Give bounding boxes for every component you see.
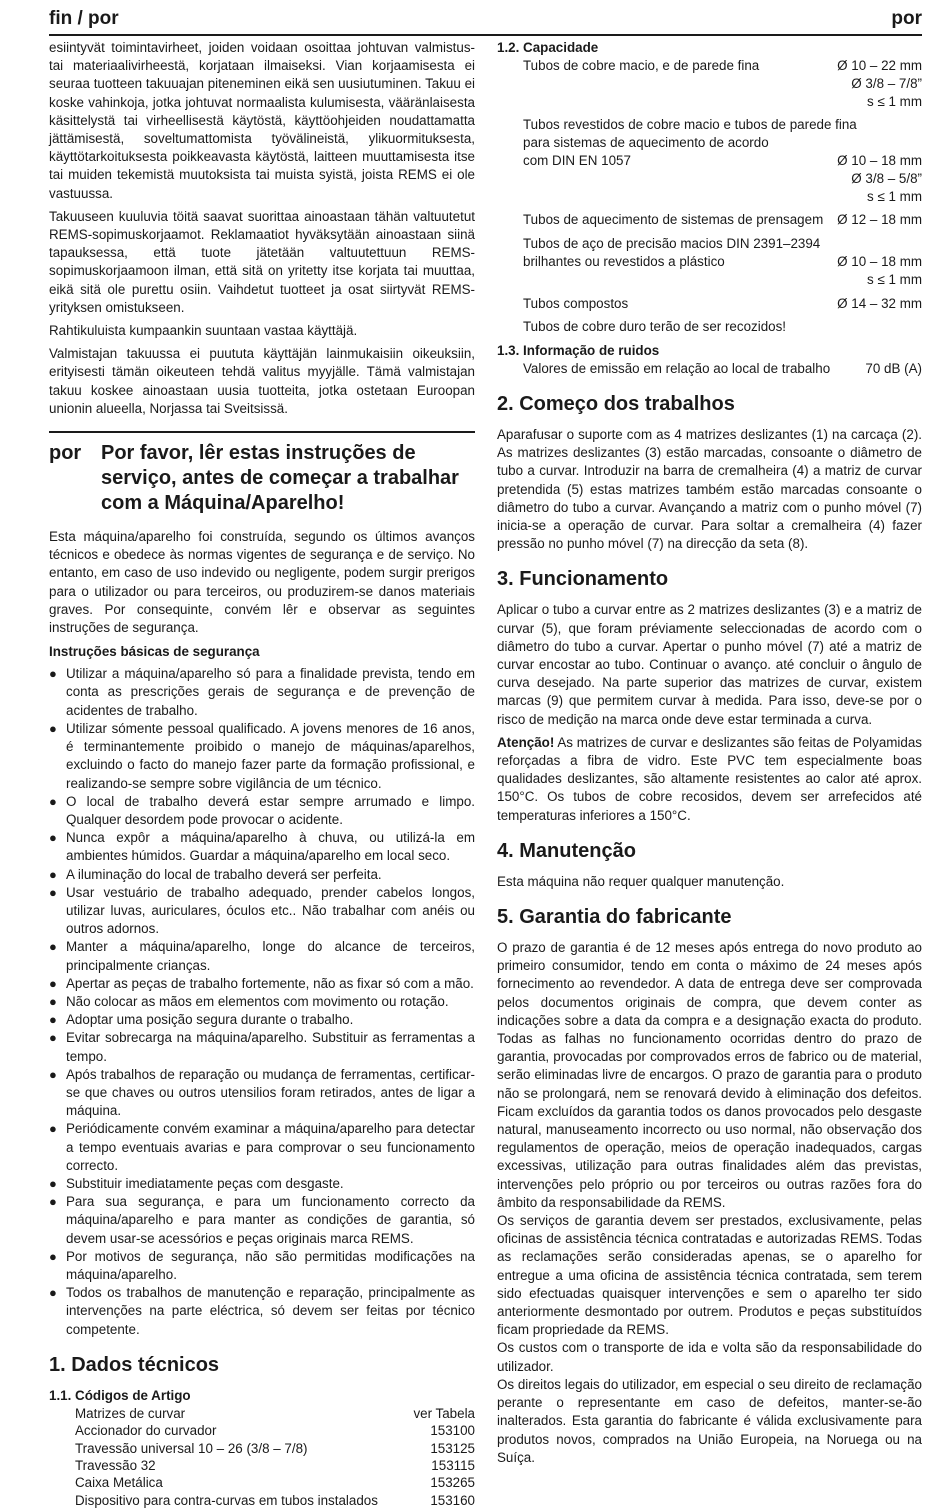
list-item: ● A iluminação do local de trabalho deverá ser perfeita. xyxy=(49,866,475,884)
instructions-title: Por favor, lêr estas instruções de serviço, antes de começar a trabalhar com a Máquina/Aparelho! xyxy=(101,442,459,515)
section-divider xyxy=(49,431,475,433)
capacity-value: s ≤ 1 mm xyxy=(867,271,922,287)
capacity-row: com DIN EN 1057 Ø 10 – 18 mm xyxy=(523,152,922,168)
section-5-paragraph: Os custos com o transporte de ida e volta são da responsabilidade do utilizador. xyxy=(497,1340,922,1374)
table-row: Travessão 32 153115 xyxy=(75,1458,475,1474)
table-row: Caixa Metálica 153265 xyxy=(75,1475,475,1491)
section-3-text: Aplicar o tubo a curvar entre as 2 matrizes deslizantes (3) e a matriz de curvar (5), que foram préviamente seleccionadas de acordo com o diâmetro do tubo a curvar. Apertar o punho móvel (7) até a matriz de curvar encostar ao tubo. Continuar o avanço. até concluir o ângulo de curva desejado. Na parte superior das matrizes de curvar, existem marcas (9) que permitem curvar à medida. Para isso, deve-se por o risco de medição na marca onde deve estar terminada a curva. xyxy=(497,602,922,727)
attention-paragraph: Atenção! As matrizes de curvar e deslizantes são feitas de Polyamidas reforçadas a fibra de vidro. Este PVC tem especialmente boas qualidades deslizantes, são altamente resistentes ao calor até aprox. 150°C. Os tubos de cobre recosidos, devem ser arrefecidos até temperaturas inferiores a 150°C. xyxy=(497,734,922,823)
table-row: Travessão universal 10 – 26 (3/8 – 7/8) 153125 xyxy=(75,1440,475,1456)
capacity-row: Tubos de cobre macio, e de parede fina Ø 10 – 22 mm xyxy=(523,58,922,73)
list-item: ● Nunca expôr a máquina/aparelho à chuva, ou utilizá-la em ambientes húmidos. Guardar a máquina/aparelho em local seco. xyxy=(49,830,475,864)
list-item: ● Não colocar as mãos em elementos com movimento ou rotação. xyxy=(49,993,475,1011)
capacity-value: Ø 3/8 – 5/8” xyxy=(851,170,922,186)
capacity-value: Ø 3/8 – 7/8” xyxy=(851,75,922,91)
bullet-icon: ● xyxy=(49,884,57,900)
table-row: Matrizes de curvar ver Tabela xyxy=(75,1405,475,1421)
noise-row: Valores de emissão em relação ao local de trabalho 70 dB (A) xyxy=(523,361,922,377)
list-item: ● Usar vestuário de trabalho adequado, prender cabelos longos, utilizar luvas, auriculares, óculos etc.. Não trabalhar com anéis ou outros adornos. xyxy=(49,884,475,937)
section-5-paragraph: O prazo de garantia é de 12 meses após entrega do novo produto ao primeiro consumidor, tendo em conta o máximo de 24 meses após fornecimento ao revendedor. A data de entrega deve ser comprovada pelos documentos originais de compra, que devem conter as indicações sobre a data da compra e a designação exacta do produto. Todas as falhas no funcionamento ocorridas dentro do prazo de garantia, provocadas por comprovados erros de fabrico ou de material, serão eliminadas livre de encargos. O prazo de garantia para o produto não se prolongará, nem se renovará devido à eliminação dos defeitos. Ficam excluídos da garantia todos os danos provocados pelo desgaste natural, manuseamento incorrecto ou uso normal, não observação dos regulamentos de operação, meios de operação inadequados, cargas excessivas, utilização para outras finalidades além das previstas, intervenções pelo próprio ou por terceiros ou outras razões fora do âmbito da responsabilidade da REMS. xyxy=(497,940,922,1210)
bullet-icon: ● xyxy=(49,866,57,882)
safety-list xyxy=(49,665,475,1339)
list-item: ● Apertar as peças de trabalho fortemente, não as fixar só com a mão. xyxy=(49,975,475,993)
capacity-value: s ≤ 1 mm xyxy=(867,188,922,204)
list-item: ● Por motivos de segurança, não são permitidas modificações na máquina/aparelho. xyxy=(49,1248,475,1282)
list-item: ● Utilizar sómente pessoal qualificado. A jovens menores de 16 anos, é terminantemente proibido o manejo de máquinas/aparelhos, excluindo o facto do manejo fazer parte da formação profissional, e realizando-se sempre sobre vigilância de um técnico. xyxy=(49,720,475,791)
table-row: Accionador do curvador 153100 xyxy=(75,1423,475,1439)
bullet-icon: ● xyxy=(49,1030,57,1046)
list-item: ● Periódicamente convém examinar a máquina/aparelho para detectar a tempo eventuais avarias e para comprovar o seu funcionamento correcto. xyxy=(49,1121,475,1173)
section-1-heading: 1. Dados técnicos xyxy=(49,1353,220,1376)
bullet-icon: ● xyxy=(49,993,57,1009)
right-column xyxy=(497,39,922,1467)
article-codes-table xyxy=(49,1405,475,1509)
list-item: ● Manter a máquina/aparelho, longe do alcance de terceiros, principalmente crianças. xyxy=(49,939,475,973)
attention-label: Atenção! xyxy=(497,734,555,750)
section-3-heading: 3. Funcionamento xyxy=(497,568,669,591)
list-item: ● Utilizar a máquina/aparelho só para a finalidade prevista, tendo em conta as prescrições gerais de segurança e de prevenção de acidentes de trabalho. xyxy=(49,666,475,718)
header-language-left: fin / por xyxy=(49,8,119,29)
bullet-icon: ● xyxy=(49,1121,57,1137)
section-4-heading: 4. Manutenção xyxy=(497,839,636,862)
intro-paragraph: Esta máquina/aparelho foi construída, segundo os últimos avanços técnicos e obedece às normas vigentes de segurança e de serviço. No entanto, em caso de uso indevido ou negligente, podem surgir prerigos para o utilizador ou para terceiros, ou produzirem-se danos materiais graves. Por consequinte, convém lêr e observar as seguintes instruções de segurança. xyxy=(49,529,475,636)
section-1-1-heading: 1.1. Códigos de Artigo xyxy=(49,1387,191,1403)
capacity-label: Tubos revestidos de cobre macio e tubos de parede fina xyxy=(523,117,857,133)
capacity-note: Tubos de cobre duro terão de ser recozidos! xyxy=(523,319,787,335)
capacity-row: Tubos de aquecimento de sistemas de prensagem Ø 12 – 18 mm xyxy=(523,212,922,228)
list-item: ● Evitar sobrecarga na máquina/aparelho. Substituir as ferramentas a tempo. xyxy=(49,1030,475,1064)
header-rule xyxy=(49,34,922,36)
safety-heading: Instruções básicas de segurança xyxy=(49,644,260,660)
por-heading-block xyxy=(49,441,475,516)
bullet-icon: ● xyxy=(49,975,57,991)
list-item: ● Substituir imediatamente peças com desgaste. xyxy=(49,1175,475,1193)
list-item: ● Todos os trabalhos de manutenção e reparação, principalmente as intervenções na parte eléctrica, só devem ser feitas por técnico competente. xyxy=(49,1285,475,1337)
bullet-icon: ● xyxy=(49,666,57,682)
bullet-icon: ● xyxy=(49,1194,57,1210)
section-1-2-heading: 1.2. Capacidade xyxy=(497,40,599,55)
bullet-icon: ● xyxy=(49,720,57,736)
capacity-label: para sistemas de aquecimento de acordo xyxy=(523,135,769,151)
fin-paragraph: Takuuseen kuuluvia töitä saavat suorittaa ainoastaan tähän valtuutetut REMS-sopimuskorjaamot. Reklamaatiot hyväksytään ainoastaan siinä tapauksessa, että tuote jätetään valtuutettuun REMS-sopimuskorjaamoon ilman, että sitä on yritetty itse korjata tai muuttaa, eikä sitä ole purettu osiin. Vaihdetut tuotteet ja osat siirtyvät REMS-yrityksen omistukseen. xyxy=(49,208,475,315)
bullet-icon: ● xyxy=(49,830,57,846)
list-item: ● Para sua segurança, e para um funcionamento correcto da máquina/aparelho e para manter as condições de garantia, só devem usar-se acessórios e peças originais marca REMS. xyxy=(49,1194,475,1246)
bullet-icon: ● xyxy=(49,939,57,955)
section-2-text: Aparafusar o suporte com as 4 matrizes deslizantes (1) na carcaça (2). As matrizes deslizantes (3) estão marcadas, consoante o diâmetro de tubo a curvar. Introduzir na barra de cremalheira (4) a matriz de curvar pretendida (5) estas matrizes também estão marcadas consoante o diâmetro do tubo a curvar. Avançando a matriz com o punho móvel (7) inicia-se a operação de curvar. Para soltar a cremalheira (4) fazer pressão no punho móvel (7) na direcção da seta (8). xyxy=(497,426,922,552)
fin-paragraph: esiintyvät toimintavirheet, joiden voidaan osoittaa johtuvan valmistus- tai materiaalivirheestä, korjataan ilmaiseksi. Vian korjaamisesta ei seuraa tuotteen takuuajan piteneminen eikä sen uusiutuminen. Takuu ei koske vahinkoja, jotka johtuvat normaalista kulumisesta, vääränlaisesta käsittelystä tai virheellisestä käytöstä, käyttöohjeiden noudattamatta jättämisestä, soveltumattomista työvälineistä, ylikuormituksesta, käyttötarkoituksesta poikkeavasta käytöstä, laitteen muuttamisesta itse tai muiden tekemistä muutoksista tai muista syistä, joista REMS ei ole vastuussa. xyxy=(49,40,475,201)
bullet-icon: ● xyxy=(49,793,57,809)
capacity-value: s ≤ 1 mm xyxy=(867,93,922,109)
fin-paragraph: Valmistajan takuussa ei puututa käyttäjän lainmukaisiin oikeuksiin, erityisesti tämän oikeuteen tehdä valitus myyjälle. Tämä valmistajan takuu koskee ainoastaan uusia tuotteita, jotka ostetaan Euroopan unionin alueella, Norjassa tai Sveitsissä. xyxy=(49,346,475,416)
capacity-label: Tubos de aço de precisão macios DIN 2391–2394 xyxy=(523,236,821,252)
section-5-paragraph: Os serviços de garantia devem ser prestados, exclusivamente, pelas oficinas de assistência técnica contratadas e autorizadas REMS. Todas as reclamações serão consideradas apenas, se o aparelho for entregue a uma oficina de assistência técnica contratada, sem terem sido efectuadas quaisquer intervenções e sem o aparelho ter sido anteriormente desmontado por outrem. Produtos e peças substituídos ficam propriedade da REMS. xyxy=(497,1213,922,1338)
list-item: ● Após trabalhos de reparação ou mudança de ferramentas, certificar-se que chaves ou outros utensilios foram retirados, antes de ligar a máquina. xyxy=(49,1066,475,1119)
header-language-right: por xyxy=(891,8,922,29)
capacity-row: brilhantes ou revestidos a plástico Ø 10 – 18 mm xyxy=(523,253,922,269)
table-row: Dispositivo para contra-curvas em tubos instalados 153160 xyxy=(75,1492,475,1508)
language-tag: por xyxy=(49,442,82,465)
section-1-3-heading: 1.3. Informação de ruidos xyxy=(497,343,660,359)
list-item: ● Adoptar uma posição segura durante o trabalho. xyxy=(49,1011,475,1029)
bullet-icon: ● xyxy=(49,1285,57,1301)
capacity-row: Tubos compostos Ø 14 – 32 mm xyxy=(523,295,922,311)
bullet-icon: ● xyxy=(49,1012,57,1028)
section-4-text: Esta máquina não requer qualquer manutenção. xyxy=(497,873,785,889)
left-column xyxy=(49,39,475,1509)
section-5-heading: 5. Garantia do fabricante xyxy=(497,906,732,929)
bullet-icon: ● xyxy=(49,1175,57,1191)
bullet-icon: ● xyxy=(49,1248,57,1264)
list-item: ● O local de trabalho deverá estar sempre arrumado e limpo. Qualquer desordem pode provocar o acidente. xyxy=(49,793,475,827)
section-2-heading: 2. Começo dos trabalhos xyxy=(497,392,735,415)
section-5-paragraph: Os direitos legais do utilizador, em especial o seu direito de reclamação perante o representante em caso de defeitos, manter-se-ão inalterados. Esta garantia do fabricante é válida exclusivamente para produtos novos, comprados na União Europeia, na Noruega ou na Suíça. xyxy=(497,1376,923,1465)
bullet-icon: ● xyxy=(49,1066,57,1082)
fin-paragraph: Rahtikuluista kumpaankin suuntaan vastaa käyttäjä. xyxy=(49,323,358,339)
